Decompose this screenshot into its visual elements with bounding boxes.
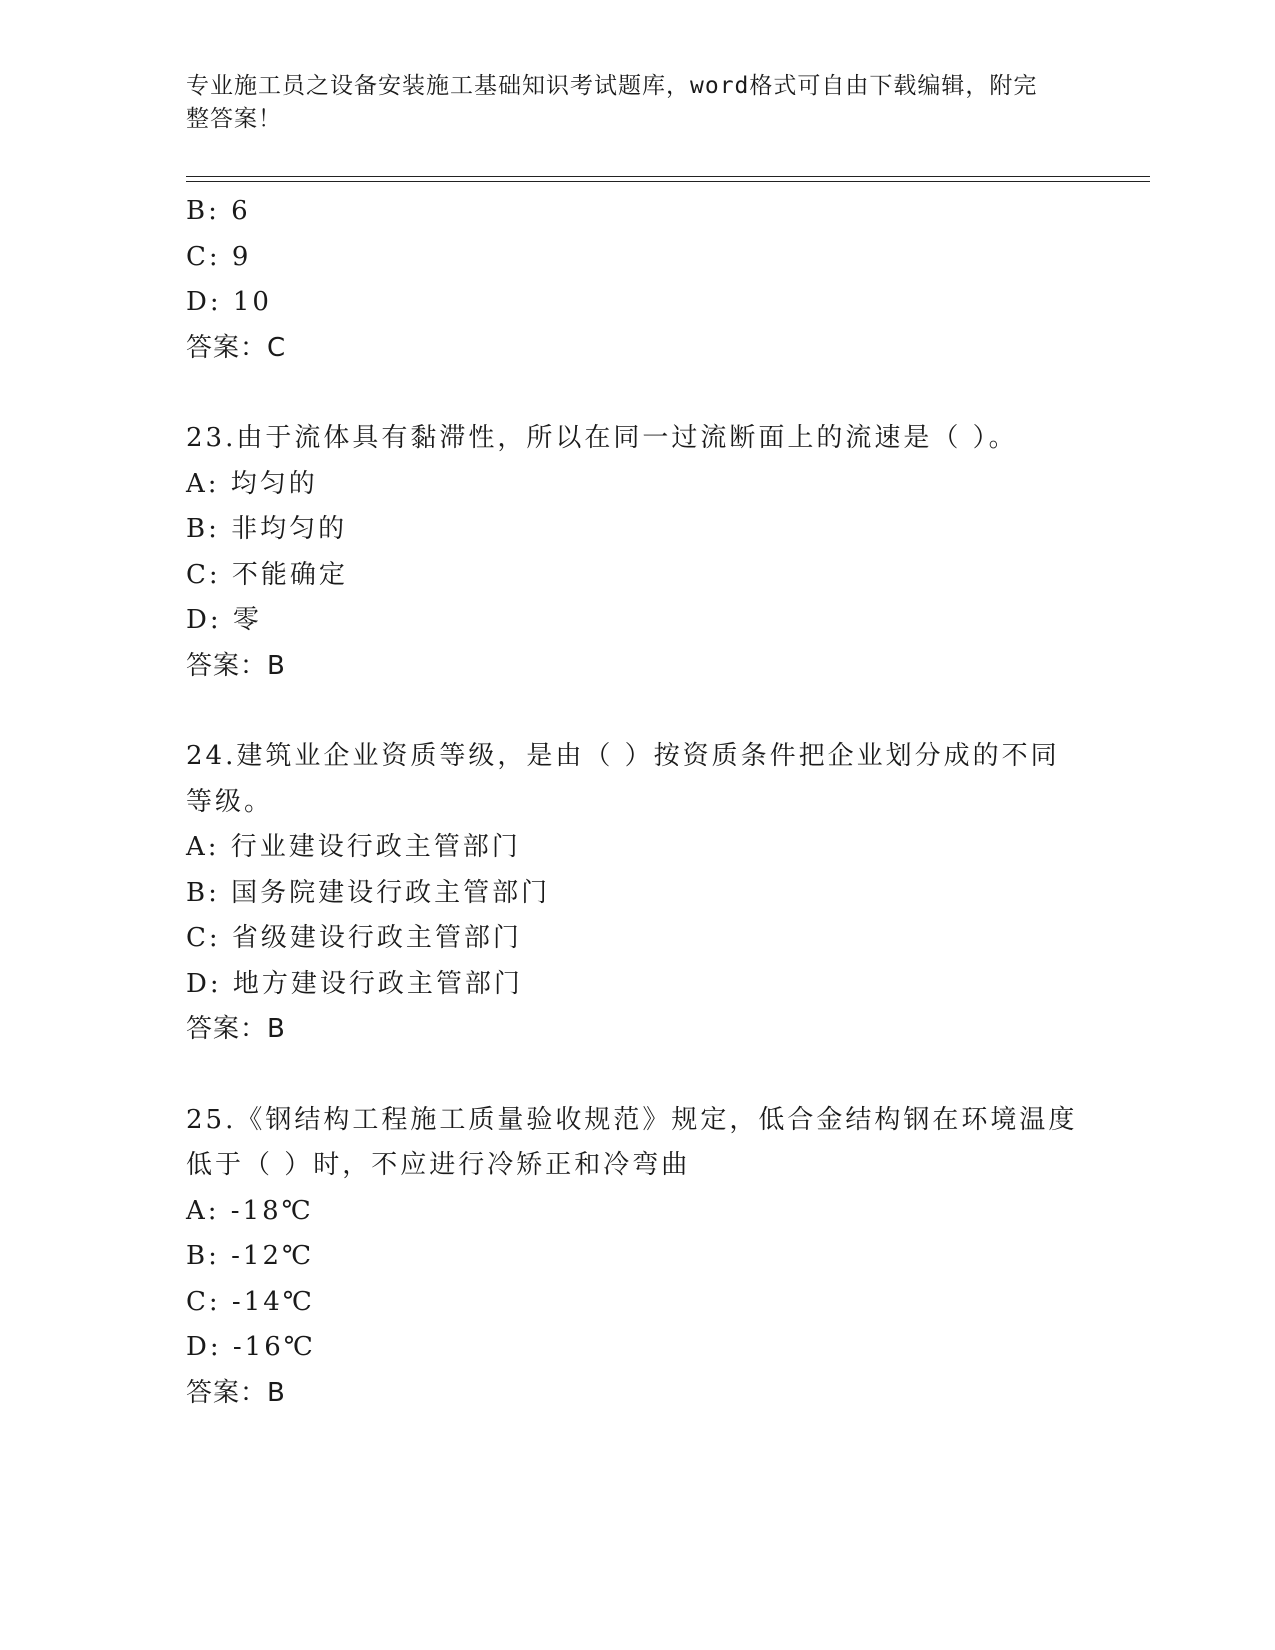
question-stem-continued: 低于（ ）时，不应进行冷矫正和冷弯曲 [186, 1150, 691, 1180]
option-b: B: 6 [186, 196, 251, 226]
option-c: C: 省级建设行政主管部门 [186, 923, 522, 953]
option-a: A: 行业建设行政主管部门 [186, 832, 521, 862]
header-rule-top [186, 176, 1150, 177]
option-b: B: 非均匀的 [186, 514, 348, 544]
question-stem: 23.由于流体具有黏滞性，所以在同一过流断面上的流速是（ ）。 [186, 423, 1018, 453]
option-d: D: -16℃ [186, 1332, 316, 1362]
spacer [186, 371, 1086, 416]
question-22-continued [186, 189, 1086, 371]
question-stem-continued: 等级。 [186, 786, 274, 817]
option-b: B: 国务院建设行政主管部门 [186, 877, 551, 908]
option-a: A: 均匀的 [186, 468, 318, 499]
question-25 [186, 1098, 1086, 1417]
option-c: C: 不能确定 [186, 559, 348, 590]
option-d: D: 地方建设行政主管部门 [186, 968, 523, 999]
question-stem: 25.《钢结构工程施工质量验收规范》规定，低合金结构钢在环境温度 [186, 1104, 1078, 1135]
answer-line: 答案：C [186, 332, 287, 363]
option-b: B: -12℃ [186, 1241, 315, 1271]
option-d: D: 10 [186, 287, 272, 317]
answer-line: 答案：B [186, 1377, 286, 1408]
header-line-1: 专业施工员之设备安装施工基础知识考试题库，word格式可自由下载编辑，附完 [186, 73, 1038, 99]
option-c: C: -14℃ [186, 1286, 315, 1317]
option-c: C: 9 [186, 241, 252, 272]
question-24 [186, 734, 1086, 1053]
spacer [186, 1053, 1086, 1098]
document-header [186, 70, 1066, 136]
answer-line: 答案：B [186, 650, 286, 681]
option-d: D: 零 [186, 605, 262, 635]
option-a: A: -18℃ [186, 1195, 314, 1226]
question-23 [186, 416, 1086, 689]
spacer [186, 689, 1086, 734]
question-stem: 24.建筑业企业资质等级，是由（ ）按资质条件把企业划分成的不同 [186, 741, 1060, 771]
header-line-2: 整答案！ [186, 106, 282, 132]
header-rule-bottom [186, 181, 1150, 182]
answer-line: 答案：B [186, 1014, 286, 1044]
question-content [186, 189, 1086, 1416]
